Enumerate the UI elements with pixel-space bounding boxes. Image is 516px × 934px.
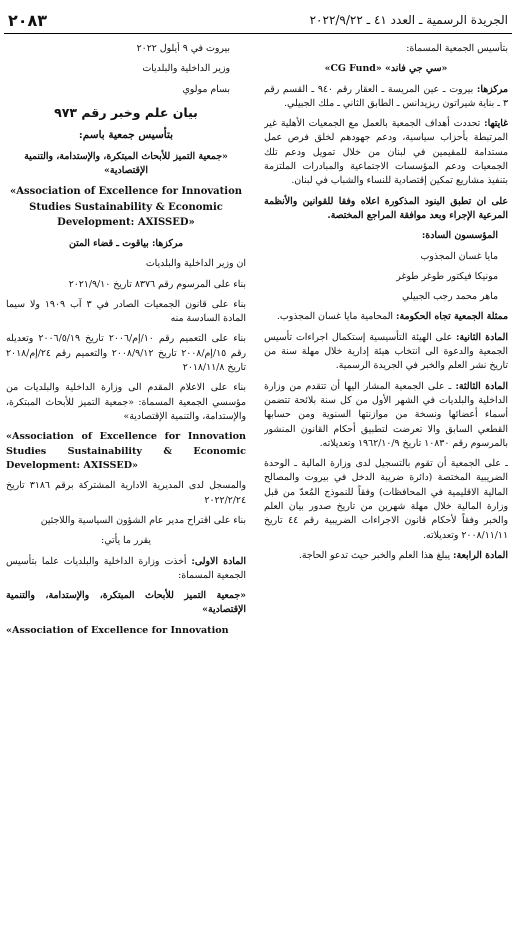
finance-paragraph: ـ على الجمعية أن تقوم بالتسجيل لدى وزارة المالية ـ الوحدة الضريبية المختصة (دائرة ضريبة الدخل في بيروت والمصالح المالية الاقليمية في المحافظات) وفقاً للنموذج المُعدّ من قبل وزارة المالية خلال مهلة شهرين من تاريخ صدور بيان العلم والخبر وفقاً لأحكام قانون الاجراءات الضريبية رقم ٤٤ تاريخ ٢٠٠٨/١١/١١ وتعديلاته. [264, 458, 508, 541]
association-name-arabic-2: «جمعية التميز للأبحاث المبتكرة، والإستدامة، والتنمية الإقتصادية» [6, 590, 246, 616]
recital-1: بناء على المرسوم رقم ٨٣٧٦ تاريخ ٢٠٢١/٩/١٠ [68, 278, 246, 290]
founder-item: مايا غسان المجذوب [420, 250, 498, 262]
minister-line: ان وزير الداخلية والبلديات [145, 258, 246, 270]
bulletin-title: بيان علم وخبر رقم ٩٧٣ [54, 104, 198, 120]
founding-intro: بتأسيس الجمعية المسماة: [406, 43, 508, 54]
right-column [264, 42, 508, 926]
founder-item: مونيكا فيكتور طوغر طوغر [396, 270, 498, 282]
representative-text: المحامية مايا غسان المجذوب. [276, 311, 397, 323]
recital-2: بناء على قانون الجمعيات الصادر في ٣ آب ١٩٠٩ ولا سيما المادة السادسة منه [6, 298, 246, 325]
headquarters-label: مركزها: [476, 83, 508, 95]
signature-name: بسام مولوي [182, 83, 230, 95]
representative-label: ممثلة الجمعية تجاه الحكومة: [396, 311, 508, 323]
founder-item: ماهر محمد رجب الجبيلي [402, 291, 498, 303]
recital-6: بناء على اقتراح مدير عام الشؤون السياسية واللاجئين [40, 514, 246, 526]
representative-paragraph [264, 310, 508, 324]
article-4-text: يبلغ هذا العلم والخبر حيث تدعو الحاجة. [298, 549, 454, 561]
article-4-label: المادة الرابعة: [453, 549, 508, 561]
association-name-english: «Association of Excellence for Innovation Studies Sustainability & Economic Development: AXISSED» [9, 186, 243, 229]
headquarters-line: مركزها: بياقوت ـ قضاء المتن [68, 237, 184, 249]
article-1-label: المادة الاولى: [191, 555, 246, 567]
article-3-text: ـ على الجمعية المشار اليها أن تتقدم من وزارة الداخلية والبلديات في الشهر الأول من كل سنة بلائحة تتضمن أسماء أعضائها ونسخة من موازنتها السنوية ومن حسابها القطعي السابق والا تعرضت لتطبيق أحكام القانون المنشور بالمرسوم رقم ١٠٨٣٠ تاريخ ١٩٦٢/١٠/٩ وتعديلاته. [264, 380, 508, 449]
article-3 [264, 380, 508, 451]
article-2-label: المادة الثانية: [455, 331, 508, 343]
signature-date: بيروت في ٩ أيلول ٢٠٢٢ [136, 43, 230, 54]
objectives-text: تحددت أهداف الجمعية بالعمل مع الجمعيات الأهلية غير المرتبطة بأحزاب سياسية، ودعم جهودهم لخلق فرص عمل مستدامة للمقيمين في لبنان من خلال تمويل ودعم تلك الجمعيات ودعم المؤسسات الاجتماعية والمبادرات الملتزمة بتنفيذ مشاريع تمكين إقتصادية للنساء والشباب في لبنان. [264, 118, 508, 187]
recital-5: والمسجل لدى المديرية الادارية المشتركة برقم ٣١٨٦ تاريخ ٢٠٢٢/٢/٢٤ [6, 480, 246, 506]
recital-4: بناء على الاعلام المقدم الى وزارة الداخلية والبلديات من مؤسسي الجمعية المسماة: «جمعية التميز للأبحاث المبتكرة، والإستدامة، والتنمية الإقتصادية» [6, 382, 246, 422]
header-rule [4, 33, 512, 34]
recital-3: بناء على التعميم رقم ١٠/إم/٢٠٠٦ تاريخ ٢٠٠٦/٥/١٩ وتعديله رقم ١٥/إم/٢٠٠٨ تاريخ ٢٠٠٨/٩/١٢ والتعميم رقم ٢٤/إم/٢٠١٨ تاريخ ٢٠١٨/١١/٨ [6, 333, 246, 374]
founders-title: المؤسسون السادة: [421, 230, 498, 242]
association-name-english-3: «Association of Excellence for Innovation [6, 624, 229, 636]
page-header [8, 10, 508, 30]
article-3-label: المادة الثالثة: [455, 380, 508, 392]
decides-line: يقرر ما يأتي: [101, 535, 151, 547]
headquarters-paragraph [264, 83, 508, 112]
article-1-text: أخذت وزارة الداخلية والبلديات علما بتأسيس الجمعية المسماة: [6, 555, 246, 581]
left-column [6, 42, 246, 926]
association-name-english-2: «Association of Excellence for Innovation Studies Sustainability & Economic Development: AXISSED» [6, 431, 246, 471]
article-1 [6, 555, 246, 584]
objectives-label: غايتها: [484, 118, 508, 130]
compliance-paragraph: على ان تطبق البنود المذكورة اعلاه وفقا للقوانين والأنظمة المرعية الإجراء وبعد موافقة المراجع المختصة. [264, 195, 508, 221]
association-name-arabic: «جمعية التميز للأبحاث المبتكرة، والإستدامة، والتنمية الإقتصادية» [24, 150, 228, 177]
founding-line: بتأسيس جمعية باسم: [78, 128, 174, 141]
headquarters-text: بيروت ـ عين المريسة ـ العقار رقم ٩٤٠ ـ القسم رقم ٣ ـ بناية شيراتون ريزيدانس ـ الطابق الثاني ـ ملك الجبيلي. [264, 83, 508, 109]
page-number: ٢٠٨٣ [8, 10, 48, 30]
signature-title: وزير الداخلية والبلديات [142, 63, 230, 75]
article-2 [264, 331, 508, 374]
gazette-issue-title: الجريدة الرسمية ـ العدد ٤١ ـ ٢٠٢٢/٩/٢٢ [309, 13, 508, 27]
article-2-text: على الهيئة التأسيسية إستكمال اجراءات تأسيس الجمعية والدعوة الى انتخاب هيئة إدارية خلال مهلة سنة من تاريخ نشر العلم والخبر في الجريدة الرسمية. [264, 331, 508, 372]
association-name: «سي جي فاند» «CG Fund» [324, 63, 448, 75]
objectives-paragraph [264, 117, 508, 188]
article-4 [264, 549, 508, 563]
